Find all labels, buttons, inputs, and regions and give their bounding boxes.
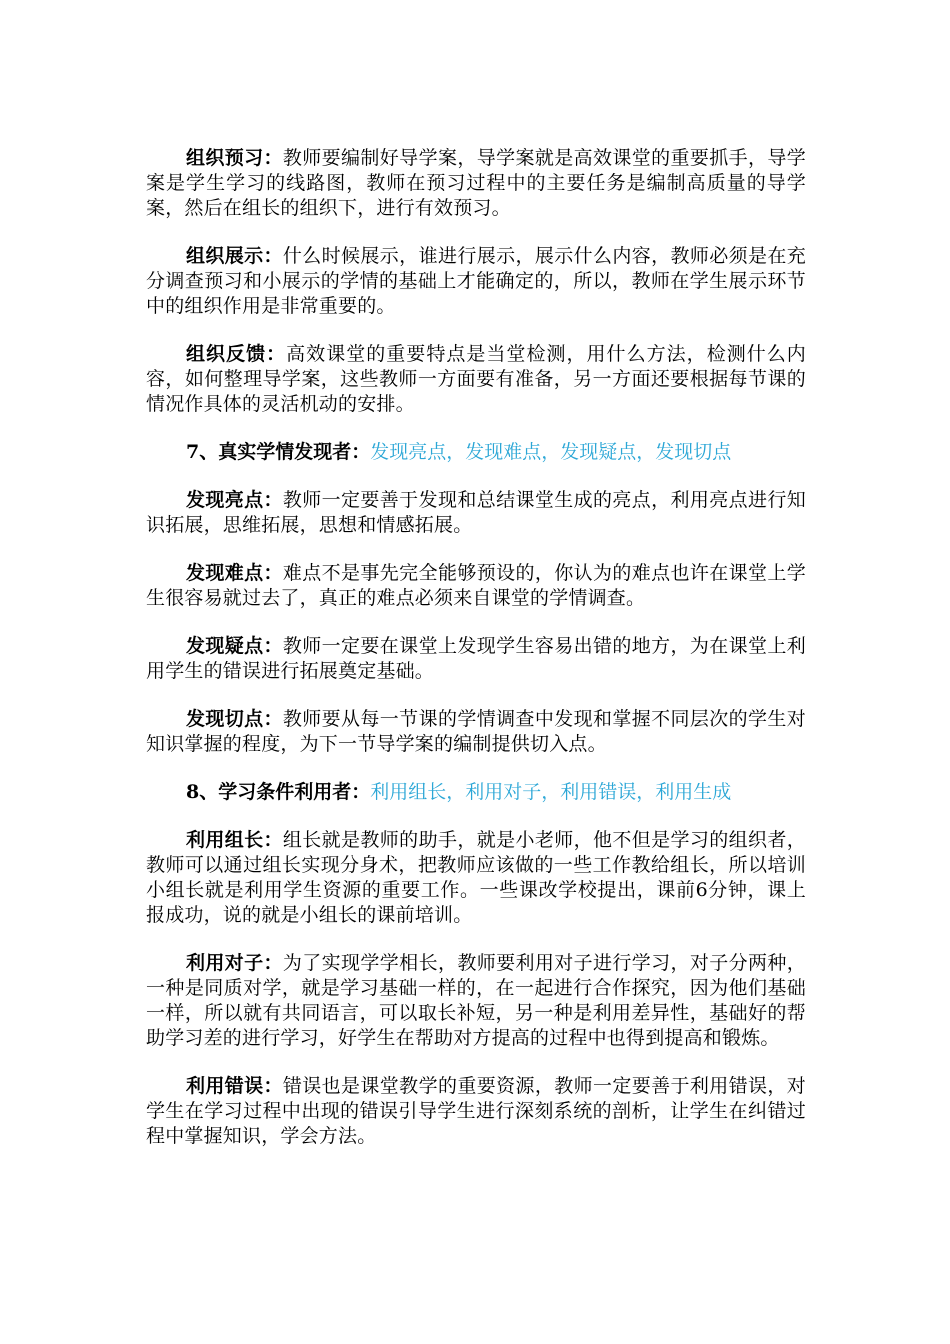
paragraph-body: 教师一定要善于发现和总结课堂生成的亮点，利用亮点进行知识拓展，思维拓展，思想和情感拓展。 [146,489,806,536]
paragraph-head: 利用组长： [186,829,283,851]
paragraph-head: 发现难点： [186,562,283,584]
paragraph-body: 教师一定要在课堂上发现学生容易出错的地方，为在课堂上利用学生的错误进行拓展奠定基础。 [146,635,806,682]
document-page [146,146,806,1172]
section-7-heading [146,440,806,465]
paragraph-use-leader [146,828,806,928]
paragraph-head: 利用错误： [186,1075,283,1097]
paragraph-organize-display [146,244,806,319]
paragraph-find-entry [146,707,806,757]
paragraph-use-pairs [146,951,806,1051]
section-heading-title: 7、真实学情发现者： [186,441,371,463]
section-heading-title: 8、学习条件利用者： [186,781,371,803]
section-heading-subtitle: 利用组长，利用对子，利用错误，利用生成 [370,781,732,803]
paragraph-head: 组织展示： [186,245,283,267]
paragraph-head: 发现亮点： [186,489,283,511]
paragraph-organize-preview [146,146,806,221]
paragraph-body: 什么时候展示，谁进行展示，展示什么内容，教师必须是在充分调查预习和小展示的学情的基础上才能确定的，所以，教师在学生展示环节中的组织作用是非常重要的。 [146,245,806,317]
paragraph-find-highlight [146,488,806,538]
paragraph-body: 组长就是教师的助手，就是小老师，他不但是学习的组织者，教师可以通过组长实现分身术，把教师应该做的一些工作教给组长，所以培训小组长就是利用学生资源的重要工作。一些课改学校提出，课前6分钟，课上报成功，说的就是小组长的课前培训。 [146,829,806,926]
paragraph-head: 组织反馈： [186,343,287,365]
paragraph-find-difficulty [146,561,806,611]
paragraph-body: 高效课堂的重要特点是当堂检测，用什么方法，检测什么内容，如何整理导学案，这些教师一方面要有准备，另一方面还要根据每节课的情况作具体的灵活机动的安排。 [146,343,806,415]
paragraph-use-errors [146,1074,806,1149]
paragraph-organize-feedback [146,342,806,417]
paragraph-head: 组织预习： [186,147,283,169]
paragraph-body: 教师要编制好导学案，导学案就是高效课堂的重要抓手，导学案是学生学习的线路图，教师在预习过程中的主要任务是编制高质量的导学案，然后在组长的组织下，进行有效预习。 [146,147,806,219]
paragraph-body: 为了实现学学相长，教师要利用对子进行学习，对子分两种，一种是同质对学，就是学习基础一样的，在一起进行合作探究，因为他们基础一样，所以就有共同语言，可以取长补短，另一种是利用差异性，基础好的帮助学习差的进行学习，好学生在帮助对方提高的过程中也得到提高和锻炼。 [146,952,806,1049]
paragraph-head: 发现切点： [186,708,283,730]
paragraph-body: 教师要从每一节课的学情调查中发现和掌握不同层次的学生对知识掌握的程度，为下一节导学案的编制提供切入点。 [146,708,806,755]
paragraph-find-doubt [146,634,806,684]
paragraph-body: 错误也是课堂教学的重要资源，教师一定要善于利用错误，对学生在学习过程中出现的错误引导学生进行深刻系统的剖析，让学生在纠错过程中掌握知识，学会方法。 [146,1075,806,1147]
paragraph-body: 难点不是事先完全能够预设的，你认为的难点也许在课堂上学生很容易就过去了，真正的难点必须来自课堂的学情调查。 [146,562,806,609]
section-8-heading [146,780,806,805]
section-heading-subtitle: 发现亮点，发现难点，发现疑点，发现切点 [370,441,732,463]
paragraph-head: 发现疑点： [186,635,283,657]
paragraph-head: 利用对子： [186,952,283,974]
